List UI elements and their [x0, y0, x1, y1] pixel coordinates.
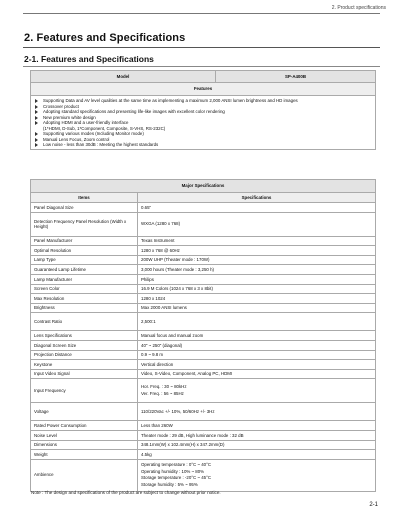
spec-cell: Theater mode : 29 dB, High luminance mode : 32 dB — [138, 430, 376, 440]
item-cell: Panel Manufacturer — [31, 236, 138, 246]
table-row — [31, 440, 376, 450]
item-cell: Input Frequency — [31, 379, 138, 403]
bullet-triangle-icon — [35, 143, 38, 147]
spec-cell: Less than 260W — [138, 421, 376, 431]
specs-heading-row — [31, 180, 376, 193]
running-header: 2. Product specifications — [331, 5, 386, 11]
item-cell: Input Video Signal — [31, 369, 138, 379]
spec-cell: 4.5kg — [138, 450, 376, 460]
model-row — [31, 71, 376, 83]
feature-text: Crossover product — [43, 103, 79, 109]
spec-line: Operating temperature : 0°C ~ 40°C — [141, 462, 212, 467]
spec-line: Ver. Freq. : 56 ~ 85Hz — [141, 390, 184, 396]
item-cell: Keystone — [31, 360, 138, 370]
table-row — [31, 350, 376, 360]
bullet-triangle-icon — [35, 110, 38, 114]
features-heading-row — [31, 83, 376, 96]
column-header-items: Items — [31, 193, 138, 203]
spec-cell: Texas Instrument — [138, 236, 376, 246]
bullet-triangle-icon — [35, 132, 38, 136]
item-cell: Optimal Resolution — [31, 246, 138, 256]
spec-cell: 40" ~ 250" (diagonal) — [138, 340, 376, 350]
feature-text: Supporting various modes (Including Monitor mode) — [43, 131, 144, 137]
table-row — [31, 303, 376, 313]
feature-text: (1*HDMI, D-Sub, 1*Component, Composite, S-VHS, RS-232C) — [43, 125, 166, 131]
item-cell: Max Resolution — [31, 294, 138, 304]
bullet-triangle-icon — [35, 116, 38, 120]
spec-cell: WXGA (1280 x 768) — [138, 212, 376, 236]
table-row — [31, 274, 376, 284]
spec-cell: 1280 x 768 @ 60Hz — [138, 246, 376, 256]
subsection-title: 2-1. Features and Specifications — [24, 54, 154, 64]
spec-cell: Video, S-Video, Component, Analog PC, HDMI — [138, 369, 376, 379]
section-title: 2. Features and Specifications — [24, 32, 186, 44]
header-rule — [23, 13, 380, 14]
features-heading: Features — [31, 83, 376, 96]
spec-cell: Vertical direction — [138, 360, 376, 370]
table-row — [31, 236, 376, 246]
table-row — [31, 459, 376, 491]
model-value: SP-A400B — [216, 71, 376, 83]
item-cell: Diagonal Screen Size — [31, 340, 138, 350]
subsection-title-rule — [23, 66, 380, 67]
bullet-triangle-icon — [35, 105, 38, 109]
feature-text: Manual Lens Focus, Zoom control — [43, 136, 110, 142]
item-cell: Lens Specifications — [31, 331, 138, 341]
table-row — [31, 403, 376, 421]
feature-text: Supporting Data and AV level qualities at the same time as implementing a maximum 2,000 ANSI lumen brightness and HD images — [43, 98, 298, 103]
spec-cell — [138, 379, 376, 403]
spec-cell: Manual focus and manual zoom — [138, 331, 376, 341]
table-row — [31, 450, 376, 460]
feature-text: New premium white design — [43, 114, 96, 120]
table-row — [31, 265, 376, 275]
table-row — [31, 294, 376, 304]
item-cell: Ambience — [31, 459, 138, 491]
footnote: Note : The design and specifications of the product are subject to change without prior notice. — [31, 490, 221, 495]
specs-column-header-row — [31, 193, 376, 203]
spec-cell: 0.65" — [138, 203, 376, 213]
specs-heading: Major Specifications — [31, 180, 376, 193]
spec-line: Hor. Freq. : 30 ~ 80kHz — [141, 384, 187, 390]
spec-cell: 0.9 ~ 9.8 m — [138, 350, 376, 360]
item-cell: Rated Power Consumption — [31, 421, 138, 431]
item-cell: Weight — [31, 450, 138, 460]
item-cell: Detection Frequency Panel Resolution (Width x Height) — [31, 212, 138, 236]
table-row — [31, 255, 376, 265]
features-table — [30, 70, 376, 150]
feature-text: Adopting HDMI and a user-friendly interface — [43, 120, 129, 126]
item-cell: Brightness — [31, 303, 138, 313]
table-row — [31, 430, 376, 440]
model-label: Model — [31, 71, 216, 83]
spec-cell: 2,500:1 — [138, 313, 376, 331]
feature-text: Low noise - less than 30dB : Meeting the highest standards — [43, 142, 159, 148]
spec-cell: 348.1mm(W) x 102.4mm(H) x 347.2mm(D) — [138, 440, 376, 450]
features-list-row — [31, 96, 376, 150]
table-row — [31, 284, 376, 294]
table-row — [31, 379, 376, 403]
spec-cell: 110/220Vac +/- 10%, 50/60Hz +/- 3Hz — [138, 403, 376, 421]
spec-line: Storage humidity : 5% ~ 95% — [141, 481, 198, 487]
item-cell: Dimensions — [31, 440, 138, 450]
bullet-triangle-icon — [35, 138, 38, 142]
item-cell: Noise Level — [31, 430, 138, 440]
item-cell: Lamp Type — [31, 255, 138, 265]
spec-cell: 1280 x 1024 — [138, 294, 376, 304]
table-row — [31, 331, 376, 341]
table-row — [31, 369, 376, 379]
item-cell: Projection Distance — [31, 350, 138, 360]
spec-line: Storage temperature : -20°C ~ 45°C — [141, 475, 212, 481]
spec-cell — [138, 459, 376, 491]
feature-item — [35, 142, 371, 148]
bullet-triangle-icon — [35, 99, 38, 103]
item-cell: Screen Color — [31, 284, 138, 294]
spec-cell: Philips — [138, 274, 376, 284]
section-title-rule — [23, 47, 380, 48]
spec-cell: 3,000 hours (Theater mode : 3,250 h) — [138, 265, 376, 275]
features-list — [31, 96, 376, 150]
table-row — [31, 203, 376, 213]
item-cell: Voltage — [31, 403, 138, 421]
bullet-triangle-icon — [35, 121, 38, 125]
spec-cell: 16.9 M Colors (1024 x 768 x 3 x 8bit) — [138, 284, 376, 294]
spec-line: Operating humidity : 10% ~ 80% — [141, 468, 205, 474]
item-cell: Contrast Ratio — [31, 313, 138, 331]
spec-cell: 200W UHP (Theater mode : 170W) — [138, 255, 376, 265]
spec-cell: Max 2000 ANSI lumens — [138, 303, 376, 313]
page-number: 2-1 — [369, 502, 378, 508]
table-row — [31, 421, 376, 431]
item-cell: Guaranteed Lamp Lifetime — [31, 265, 138, 275]
table-row — [31, 340, 376, 350]
item-cell: Lamp Manufacturer — [31, 274, 138, 284]
feature-text: Adopting standard specifications and presenting life-like images with excellent color rendering — [43, 109, 225, 115]
table-row — [31, 360, 376, 370]
table-row — [31, 313, 376, 331]
table-row — [31, 246, 376, 256]
table-row — [31, 212, 376, 236]
column-header-specifications: Specifications — [138, 193, 376, 203]
item-cell: Panel Diagonal Size — [31, 203, 138, 213]
specifications-table — [30, 179, 376, 492]
